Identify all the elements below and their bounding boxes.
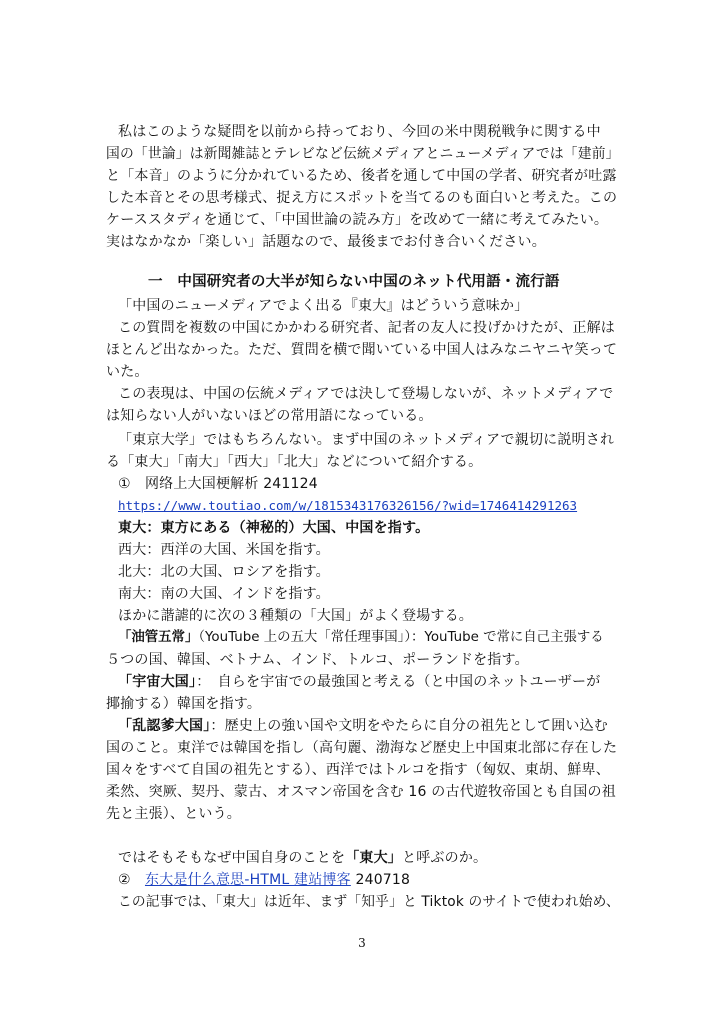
reference-1-label: ① 网络上大国梗解析 241124: [118, 476, 318, 492]
reference-2-number: ②: [118, 872, 131, 888]
para3-line-2: は知らない人がいないほどの常用語になっている。: [106, 408, 433, 424]
intro-line-5: ケーススタディを通じて、「中国世論の読み方」を改めて一緒に考えてみたい。: [106, 212, 609, 228]
term1-description: （YouTube 上の五大「常任理事国」）：YouTube で常に自己主張する: [198, 630, 604, 645]
definition-north: 北大：北の大国、ロシアを指す。: [118, 564, 330, 580]
term3-name: 「乱認爹大国」: [118, 718, 211, 734]
para4-line-2: る「東大」「南大」「西大」「北大」などについて紹介する。: [106, 454, 483, 470]
term3-line-4: 柔然、突厥、契丹、蒙古、オスマン帝国を含む 16 の古代遊牧帝国とも自国の祖: [106, 784, 616, 800]
term3-line-5: 先と主張）、という。: [106, 806, 241, 822]
para2-line-1: この質問を複数の中国にかかわる研究者、記者の友人に投げかけたが、正解は: [118, 320, 615, 336]
term3-description: ：歴史上の強い国や文明をやたらに自分の祖先として囲い込む: [210, 718, 609, 734]
last-line: この記事では、「東大」は近年、まず「知乎」と Tiktok のサイトで使われ始め、: [118, 894, 620, 910]
intro-line-6: 実はなかなか「楽しい」話題なので、最後までお付き合いください。: [106, 234, 546, 250]
para3-line-1: この表現は、中国の伝統メディアでは決して登場しないが、ネットメディアで: [118, 386, 614, 402]
others-intro: ほかに諧謔的に次の３種類の「大国」がよく登場する。: [118, 608, 473, 624]
term1-line-2: ５つの国、韓国、ベトナム、インド、トルコ、ポーランドを指す。: [106, 652, 529, 668]
para2-line-2: ほとんど出なかった。ただ、質問を横で聞いている中国人はみなニヤニヤ笑って: [106, 342, 618, 358]
closing-text: ではそもそもなぜ中国自身のことを: [118, 850, 346, 866]
question-line: 「中国のニューメディアでよく出る『東大』はどういう意味か」: [118, 298, 529, 314]
closing-term: 「東大」: [345, 850, 403, 866]
definition-south: 南大：南の大国、インドを指す。: [118, 586, 330, 602]
term3-line-1: [118, 716, 608, 736]
term3-line-2: 国のこと。東洋では韓国を指し（高句麗、渤海など歴史上中国東北部に存在した: [106, 740, 618, 756]
term1-name: 「油管五常」: [118, 630, 199, 645]
definition-west: 西大：西洋の大国、米国を指す。: [118, 542, 330, 558]
intro-line-2: 国の「世論」は新聞雑誌とテレビなど伝統メディアとニューメディアでは「建前」: [106, 146, 620, 162]
term2-description: ： 自らを宇宙での最強国と考える（と中国のネットユーザーが: [196, 674, 601, 690]
reference-2-date: 240718: [355, 872, 411, 888]
intro-line-4: した本音とその思考様式、捉え方にスポットを当てるのも面白いと考えた。この: [106, 190, 618, 206]
page-number: 3: [358, 936, 366, 950]
definition-east: 東大：東方にある（神秘的）大国、中国を指す。: [118, 520, 430, 536]
intro-line-1: 私はこのような疑問を以前から持っており、今回の米中関税戦争に関する中: [118, 124, 601, 140]
reference-2: [118, 870, 410, 890]
term2-line-2: 揶揄する）韓国を指す。: [106, 696, 262, 712]
reference-1-link[interactable]: https://www.toutiao.com/w/1815343176326156/?wid=1746414291263: [118, 498, 578, 513]
term1-line-1: [118, 628, 604, 648]
term2-line-1: [118, 672, 600, 692]
closing-text-end: と呼ぶのか。: [402, 850, 488, 866]
intro-line-3: と「本音」のように分かれているため、後者を通して中国の学者、研究者が吐露: [106, 168, 617, 184]
para4-line-1: 「東京大学」ではもちろんない。まず中国のネットメディアで親切に説明され: [118, 432, 615, 448]
term3-line-3: 国々をすべて自国の祖先とする）、西洋ではトルコを指す（匈奴、東胡、鮮卑、: [106, 762, 610, 778]
reference-2-link[interactable]: 东大是什么意思-HTML 建站博客: [144, 872, 351, 888]
term2-name: 「宇宙大国」: [118, 674, 197, 690]
closing-line: [118, 848, 487, 868]
section-heading: 一 中国研究者の大半が知らない中国のネット代用語・流行語: [148, 274, 560, 290]
para2-line-3: いた。: [106, 364, 149, 380]
